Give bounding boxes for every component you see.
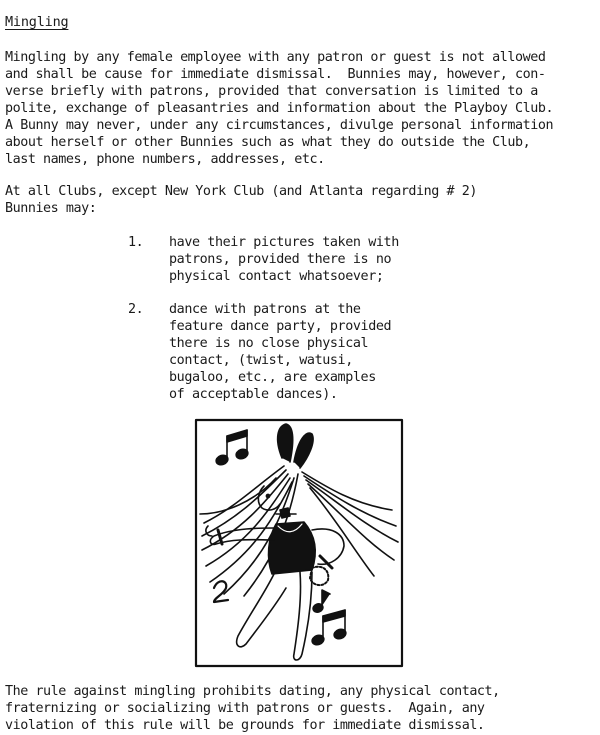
list-item-number: 2. [128,302,144,317]
clubs-exception-paragraph: At all Clubs, except New York Club (and Atlanta regarding # 2) Bunnies may: [5,184,477,216]
list-item-text: dance with patrons at the feature dance party, provided there is no close physical contact, (twist, watusi, bugaloo, etc., are examples of acceptable dances). [169,302,392,402]
list-item-text: have their pictures taken with patrons, provided there is no physical contact whatsoever; [169,235,399,284]
section-heading: Mingling [5,14,69,30]
dancing-bunny-illustration [194,418,404,668]
mingling-policy-paragraph: Mingling by any female employee with any patron or guest is not allowed and shall be cause for immediate dismissal. Bunnies may, however, con- verse briefly with patrons, provided that conversation is limited to a polite, exchange of pleasantries and information about the Playboy Club. A Bunny may never, under any circumstances, divulge personal information about herself or other Bunnies such as what they do outside the Club, last names, phone numbers, addresses, etc. [5,50,554,167]
dating-rule-paragraph: The rule against mingling prohibits dating, any physical contact, fraternizing or socializing with patrons or guests. Again, any violation of this rule will be grounds for immediate dismissal. [5,684,500,733]
list-item-number: 1. [128,235,144,250]
